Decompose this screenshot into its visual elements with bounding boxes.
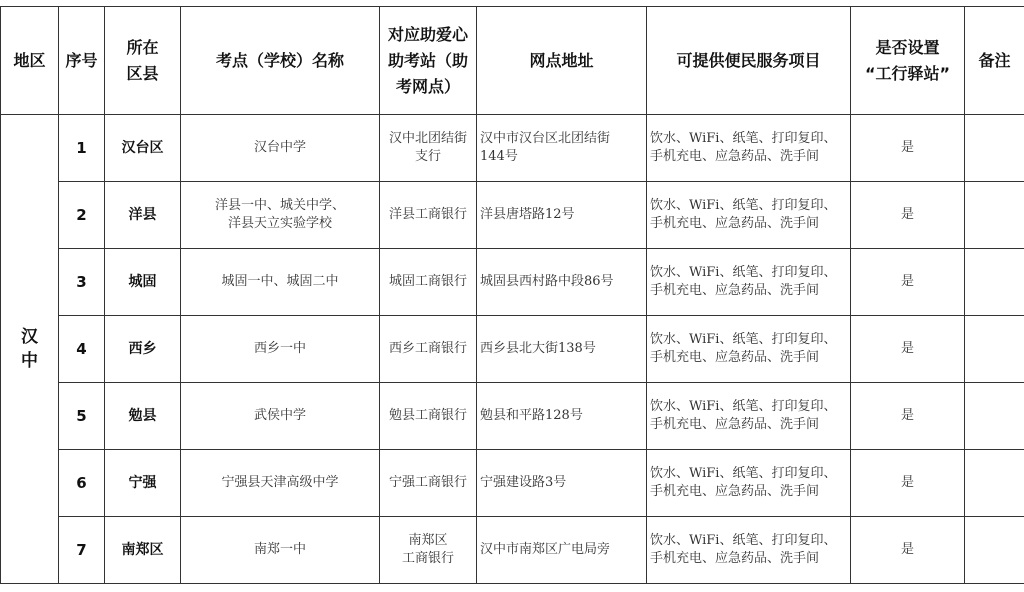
cell-school: 南郑一中 [181, 517, 380, 584]
cell-school: 武侯中学 [181, 383, 380, 450]
cell-address: 汉中市汉台区北团结街 144号 [477, 115, 647, 182]
cell-remarks [965, 249, 1024, 316]
cell-school: 洋县一中、城关中学、 洋县天立实验学校 [181, 182, 380, 249]
cell-services: 饮水、WiFi、纸笔、打印复印、 手机充电、应急药品、洗手间 [647, 115, 851, 182]
cell-index: 6 [59, 450, 105, 517]
cell-setup: 是 [851, 316, 965, 383]
cell-index: 1 [59, 115, 105, 182]
cell-school: 城固一中、城固二中 [181, 249, 380, 316]
cell-county: 西乡 [105, 316, 181, 383]
cell-station: 南郑区 工商银行 [380, 517, 477, 584]
cell-setup: 是 [851, 517, 965, 584]
cell-services: 饮水、WiFi、纸笔、打印复印、 手机充电、应急药品、洗手间 [647, 182, 851, 249]
table-row [1, 517, 1024, 584]
header-station: 对应助爱心 助考站（助 考网点） [380, 7, 477, 115]
table-header [1, 7, 1024, 115]
cell-services: 饮水、WiFi、纸笔、打印复印、 手机充电、应急药品、洗手间 [647, 517, 851, 584]
cell-county: 洋县 [105, 182, 181, 249]
cell-county: 勉县 [105, 383, 181, 450]
header-index: 序号 [59, 7, 105, 115]
cell-index: 7 [59, 517, 105, 584]
header-services: 可提供便民服务项目 [647, 7, 851, 115]
cell-setup: 是 [851, 383, 965, 450]
cell-remarks [965, 115, 1024, 182]
cell-region: 汉 中 [1, 115, 59, 584]
cell-services: 饮水、WiFi、纸笔、打印复印、 手机充电、应急药品、洗手间 [647, 450, 851, 517]
header-address: 网点地址 [477, 7, 647, 115]
cell-address: 宁强建设路3号 [477, 450, 647, 517]
cell-index: 2 [59, 182, 105, 249]
cell-school: 汉台中学 [181, 115, 380, 182]
header-setup: 是否设置 “工行驿站” [851, 7, 965, 115]
cell-address: 洋县唐塔路12号 [477, 182, 647, 249]
cell-station: 勉县工商银行 [380, 383, 477, 450]
table-row [1, 182, 1024, 249]
cell-county: 城固 [105, 249, 181, 316]
cell-station: 西乡工商银行 [380, 316, 477, 383]
exam-support-table [0, 6, 1024, 584]
cell-station: 汉中北团结街 支行 [380, 115, 477, 182]
cell-school: 西乡一中 [181, 316, 380, 383]
header-row [1, 7, 1024, 115]
header-remarks: 备注 [965, 7, 1024, 115]
cell-address: 西乡县北大街138号 [477, 316, 647, 383]
cell-county: 宁强 [105, 450, 181, 517]
cell-station: 宁强工商银行 [380, 450, 477, 517]
cell-remarks [965, 316, 1024, 383]
table-row [1, 249, 1024, 316]
cell-remarks [965, 383, 1024, 450]
cell-setup: 是 [851, 450, 965, 517]
cell-school: 宁强县天津高级中学 [181, 450, 380, 517]
cell-station: 洋县工商银行 [380, 182, 477, 249]
header-school: 考点（学校）名称 [181, 7, 380, 115]
cell-services: 饮水、WiFi、纸笔、打印复印、 手机充电、应急药品、洗手间 [647, 249, 851, 316]
cell-address: 勉县和平路128号 [477, 383, 647, 450]
cell-address: 城固县西村路中段86号 [477, 249, 647, 316]
cell-index: 5 [59, 383, 105, 450]
cell-setup: 是 [851, 182, 965, 249]
header-county: 所在 区县 [105, 7, 181, 115]
cell-services: 饮水、WiFi、纸笔、打印复印、 手机充电、应急药品、洗手间 [647, 383, 851, 450]
cell-index: 4 [59, 316, 105, 383]
cell-remarks [965, 182, 1024, 249]
cell-county: 南郑区 [105, 517, 181, 584]
cell-remarks [965, 450, 1024, 517]
table-row [1, 115, 1024, 182]
table-row [1, 383, 1024, 450]
cell-county: 汉台区 [105, 115, 181, 182]
cell-setup: 是 [851, 249, 965, 316]
cell-station: 城固工商银行 [380, 249, 477, 316]
cell-index: 3 [59, 249, 105, 316]
cell-address: 汉中市南郑区广电局旁 [477, 517, 647, 584]
header-region: 地区 [1, 7, 59, 115]
table-body [1, 115, 1024, 584]
cell-remarks [965, 517, 1024, 584]
cell-setup: 是 [851, 115, 965, 182]
cell-services: 饮水、WiFi、纸笔、打印复印、 手机充电、应急药品、洗手间 [647, 316, 851, 383]
table-row [1, 450, 1024, 517]
table-row [1, 316, 1024, 383]
